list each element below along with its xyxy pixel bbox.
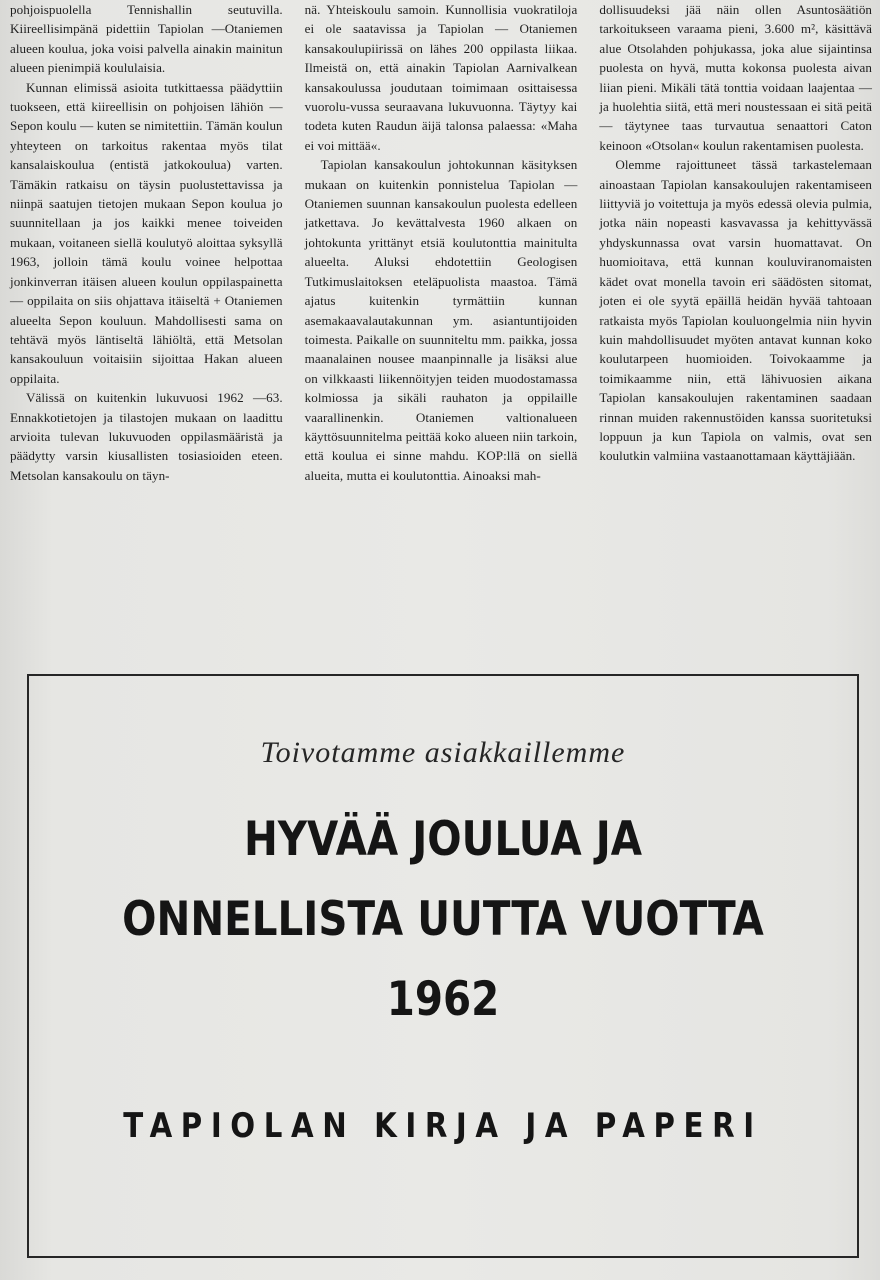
ad-headline-line: HYVÄÄ JOULUA JA xyxy=(243,812,643,867)
article-column-2 xyxy=(305,0,578,630)
ad-headline-line: ONNELLISTA UUTTA VUOTTA xyxy=(122,892,764,947)
paragraph: Olemme rajoittuneet tässä tarkastelemaan ainoastaan Tapiolan kansakoulujen rakentamiseen liittyviä jo voitettuja ja myös edessä olevia pulmia, jotka näin nopeasti kasvavassa ja kehittyvässä yhdyskunnassa ovat varsin huomattavat. On huomioitava, että kunnan kouluviranomaisten kädet ovat monella tavoin eri säädösten sitomat, joten ei ole syytä epäillä heidän hyvää tahtoaan ratkaista myös Tapiolan kouluongelmia niin hyvin kuin mahdollisuudet myöten antavat kunnan koko koulutarpeen huomioiden. Toivokaamme ja toimikaamme niin, että lähivuosien aikana Tapiolan kansakoulujen rakentaminen saadaan rinnan muiden rakennustöiden kanssa suoritetuksi loppuun ja kun Tapiola on valmis, ovat sen koulutkin valmiina vastaanottamaan käyttäjiään. xyxy=(599,157,873,464)
article-body xyxy=(10,0,872,630)
ad-headline-year: 1962 xyxy=(386,972,500,1027)
article-column-3 xyxy=(599,0,872,630)
ad-greeting: Toivotamme asiakkaillemme xyxy=(260,736,626,769)
article-column-1 xyxy=(10,0,283,630)
paragraph: Välissä on kuitenkin lukuvuosi 1962 —63. Ennakkotietojen ja tilastojen mukaan on laadittu arvioita tulevan lukuvuoden oppilasmääristä ja päädytty varsin kiusallisten tosiasioiden eteen. Metsolan kansakoulu on täyn- xyxy=(10,390,283,483)
christmas-advertisement xyxy=(27,674,859,1258)
paragraph: Kunnan elimissä asioita tutkittaessa päädyttiin tuokseen, että kiireellisin on pohjoisen lähiön — Sepon koulu — kuten se nimitettiin. Tämän koulun yhteyteen on tarkoitus rakentaa myös tilat kansalaiskoulua (entistä jatkokoulua) varten. Tämäkin ratkaisu on täysin puolustettavissa ja niinpä saatujen tietojen mukaan Sepon koulua jo suunnitellaan ja jos kaikki menee toiveiden mukaan, voitaneen siellä koulutyö aloittaa syksyllä 1963, jolloin tämä koulu voinee helpottaa jonkinverran itäisen alueen koulun oppilaspainetta — oppilaita on siis ohjattava itäiseltä + Otaniemen alueelta Sepon kouluun. Mahdollisesti sama on tehtävä myös läntiseltä lähiöltä, että Metsolan kansakouluun voitaisiin sijoittaa Hakan alueen oppilaita. xyxy=(10,79,283,386)
paragraph: pohjoispuolella Tennishallin seutuvilla. Kiireellisimpänä pidettiin Tapiolan —Otaniemen alueen koulua, joka voisi palvella ainakin mainitun alueen pienimpiä koululaisia. xyxy=(10,2,283,76)
paragraph: nä. Yhteiskoulu samoin. Kunnollisia vuokratiloja ei ole saatavissa ja Tapiolan — Otaniemen kansakoulupiirissä on lähes 200 oppilasta liikaa. Ilmeistä on, että ainakin Tapiolan Aarnivalkean kansakoulussa joudutaan toimimaan osittaisessa vuorolu-vussa seuraavana lukuvuonna. Täytyy kai todeta kuten Raudun äijä talonsa palaessa: «Maha ei voi mittää«. xyxy=(304,2,578,153)
ad-company-name: TAPIOLAN KIRJA JA PAPERI xyxy=(123,1106,763,1146)
paragraph: Tapiolan kansakoulun johtokunnan käsityksen mukaan on kuitenkin ponnistelua Tapiolan — Otaniemen suunnan kansakoulun puolesta edelleen jatkettava. Jo kevättalvesta 1960 alkaen on johtokunta yrittänyt etsiä koulutonttia mainitulta alueelta. Aluksi ehdotettiin Geologisen Tutkimuslaitoksen eteläpuolista maastoa. Tämä ajatus kuitenkin tyrmättiin kunnan asemakaavalautakunnan ym. asiantuntijoiden toimesta. Paikalle on suunniteltu mm. paikka, jossa maanalainen nousee maanpinnalle ja lisäksi alue on vilkkaasti liikennöityjen teiden muodostamassa kolmiossa ja sikäli rauhaton ja oppilaille vaarallinenkin. Otaniemen valtionalueen käyttösuunnitelma peittää koko alueen niin tarkoin, että koulua ei sinne mahdu. KOP:llä on siellä alueita, mutta ei koulutonttia. Ainoaksi mah- xyxy=(304,157,578,483)
paragraph: dollisuudeksi jää näin ollen Asuntosäätiön tarkoitukseen varaama pieni, 3.600 m², käsittävä alue Otsolahden pohjukassa, joka alue sijaintinsa puolesta on hyvä, mutta kokonsa puolesta aivan liian pieni. Mikäli tätä tonttia voidaan laajentaa — ja huolehtia siitä, että meri noustessaan ei sitä peitä — täytynee taas turvautua senaattori Caton keinoon «Otsolan« koulun rakentamisen puolesta. xyxy=(599,2,873,153)
ad-headline xyxy=(87,800,799,1040)
